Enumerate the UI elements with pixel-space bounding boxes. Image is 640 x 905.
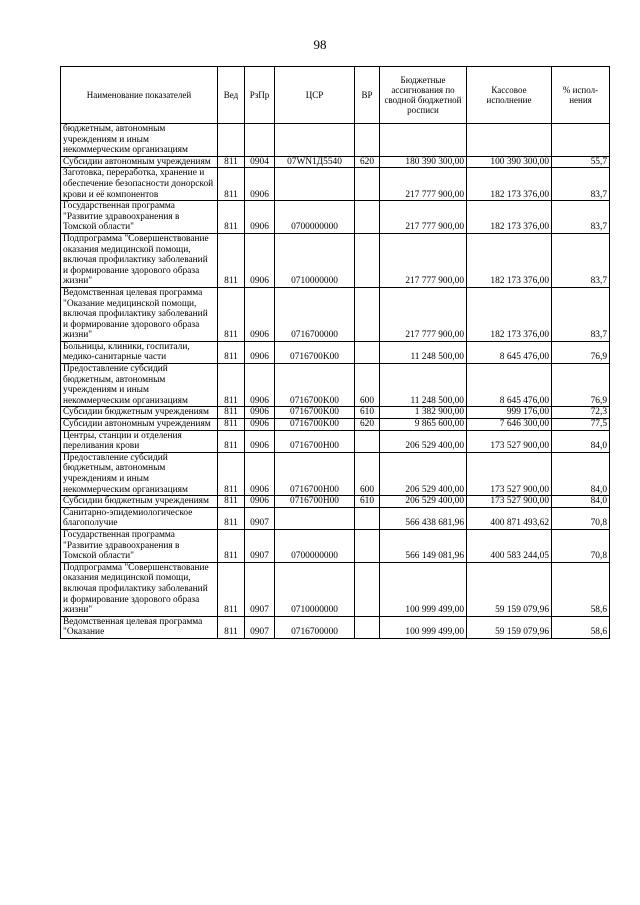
cell-cash: 59 159 079,96 — [467, 562, 552, 616]
cell-rzpr: 0906 — [245, 341, 275, 363]
cell-percent: 84,0 — [552, 496, 610, 508]
cell-percent: 70,8 — [552, 507, 610, 529]
cell-rzpr: 0906 — [245, 452, 275, 495]
cell-ved — [218, 124, 245, 157]
cell-name: Предоставление субсидий бюджетным, автономным учреждениям и иным некоммерческим организациям — [61, 452, 218, 495]
cell-budget: 206 529 400,00 — [380, 496, 467, 508]
cell-budget — [380, 124, 467, 157]
cell-vr: 620 — [355, 419, 380, 431]
cell-percent: 58,6 — [552, 616, 610, 638]
cell-cash: 182 173 376,00 — [467, 168, 552, 201]
cell-cash: 173 527 900,00 — [467, 496, 552, 508]
cell-csr — [275, 124, 355, 157]
cell-budget: 566 438 681,96 — [380, 507, 467, 529]
cell-cash: 182 173 376,00 — [467, 287, 552, 341]
cell-cash: 8 645 476,00 — [467, 341, 552, 363]
cell-vr: 610 — [355, 407, 380, 419]
cell-csr: 0710000000 — [275, 233, 355, 287]
table-row — [61, 407, 610, 419]
cell-csr: 0700000000 — [275, 529, 355, 562]
cell-name: Ведомственная целевая программа "Оказание — [61, 616, 218, 638]
cell-vr: 610 — [355, 496, 380, 508]
cell-percent: 84,0 — [552, 430, 610, 452]
cell-name: Субсидии автономным учреждениям — [61, 419, 218, 431]
cell-name: Заготовка, переработка, хранение и обеспечение безопасности донорской крови и её компонентов — [61, 168, 218, 201]
cell-name: Центры, станции и отделения переливания крови — [61, 430, 218, 452]
cell-cash: 999 176,00 — [467, 407, 552, 419]
cell-rzpr: 0906 — [245, 168, 275, 201]
cell-percent: 83,7 — [552, 287, 610, 341]
cell-vr — [355, 430, 380, 452]
cell-percent: 72,3 — [552, 407, 610, 419]
header-percent: % испол-нения — [552, 67, 610, 124]
cell-budget: 180 390 300,00 — [380, 156, 467, 168]
cell-cash: 100 390 300,00 — [467, 156, 552, 168]
cell-csr: 0716700K00 — [275, 419, 355, 431]
cell-cash: 173 527 900,00 — [467, 452, 552, 495]
table-row — [61, 419, 610, 431]
cell-ved: 811 — [218, 201, 245, 234]
table-row — [61, 529, 610, 562]
cell-budget: 9 865 600,00 — [380, 419, 467, 431]
cell-ved: 811 — [218, 496, 245, 508]
cell-budget: 566 149 081,96 — [380, 529, 467, 562]
cell-percent: 84,0 — [552, 452, 610, 495]
cell-name: бюджетным, автономным учреждениям и иным некоммерческим организациям — [61, 124, 218, 157]
header-ved: Вед — [218, 67, 245, 124]
cell-rzpr: 0906 — [245, 407, 275, 419]
cell-csr: 0716700H00 — [275, 452, 355, 495]
cell-vr: 600 — [355, 452, 380, 495]
cell-vr — [355, 201, 380, 234]
cell-ved: 811 — [218, 562, 245, 616]
table-row — [61, 201, 610, 234]
cell-csr: 0716700H00 — [275, 430, 355, 452]
cell-rzpr — [245, 124, 275, 157]
cell-budget: 100 999 499,00 — [380, 616, 467, 638]
table-row — [61, 364, 610, 407]
cell-vr — [355, 341, 380, 363]
cell-ved: 811 — [218, 616, 245, 638]
table-row — [61, 341, 610, 363]
cell-csr: 07WN1Д5540 — [275, 156, 355, 168]
header-cash: Кассовое исполнение — [467, 67, 552, 124]
cell-percent: 76,9 — [552, 341, 610, 363]
table-row — [61, 233, 610, 287]
cell-name: Подпрограмма "Совершенствование оказания медицинской помощи, включая профилактику заболеваний и формирование здорового образа жизни" — [61, 233, 218, 287]
cell-ved: 811 — [218, 287, 245, 341]
cell-name: Субсидии автономным учреждениям — [61, 156, 218, 168]
cell-rzpr: 0906 — [245, 287, 275, 341]
cell-cash: 182 173 376,00 — [467, 233, 552, 287]
cell-csr — [275, 507, 355, 529]
table-row — [61, 452, 610, 495]
cell-name: Ведомственная целевая программа "Оказание медицинской помощи, включая профилактику заболеваний и формирование здорового образа жизни" — [61, 287, 218, 341]
cell-ved: 811 — [218, 407, 245, 419]
cell-cash: 400 583 244,05 — [467, 529, 552, 562]
cell-csr: 0710000000 — [275, 562, 355, 616]
cell-cash: 182 173 376,00 — [467, 201, 552, 234]
cell-rzpr: 0906 — [245, 496, 275, 508]
table-row — [61, 124, 610, 157]
cell-ved: 811 — [218, 168, 245, 201]
cell-ved: 811 — [218, 452, 245, 495]
cell-ved: 811 — [218, 529, 245, 562]
cell-ved: 811 — [218, 430, 245, 452]
cell-percent: 58,6 — [552, 562, 610, 616]
table-header — [61, 67, 610, 124]
cell-percent: 83,7 — [552, 168, 610, 201]
header-row — [61, 67, 610, 124]
cell-name: Государственная программа "Развитие здравоохранения в Томской области" — [61, 529, 218, 562]
budget-execution-table — [60, 66, 610, 639]
header-csr: ЦСР — [275, 67, 355, 124]
cell-csr — [275, 168, 355, 201]
cell-budget: 217 777 900,00 — [380, 201, 467, 234]
cell-budget: 11 248 500,00 — [380, 341, 467, 363]
cell-percent: 83,7 — [552, 233, 610, 287]
table-row — [61, 562, 610, 616]
table-row — [61, 507, 610, 529]
cell-percent: 77,5 — [552, 419, 610, 431]
cell-vr: 600 — [355, 364, 380, 407]
header-rzpr: РзПр — [245, 67, 275, 124]
cell-name: Государственная программа "Развитие здравоохранения в Томской области" — [61, 201, 218, 234]
cell-cash: 7 646 300,00 — [467, 419, 552, 431]
cell-csr: 0716700H00 — [275, 496, 355, 508]
cell-cash — [467, 124, 552, 157]
cell-csr: 0716700000 — [275, 287, 355, 341]
table-row — [61, 287, 610, 341]
cell-vr — [355, 507, 380, 529]
cell-vr — [355, 529, 380, 562]
cell-rzpr: 0906 — [245, 364, 275, 407]
header-budget: Бюджетные ассигнования по сводной бюджетной росписи — [380, 67, 467, 124]
header-name: Наименование показателей — [61, 67, 218, 124]
page-number: 98 — [313, 37, 327, 52]
cell-name: Подпрограмма "Совершенствование оказания медицинской помощи, включая профилактику заболеваний и формирование здорового образа жизни" — [61, 562, 218, 616]
cell-ved: 811 — [218, 419, 245, 431]
cell-cash: 400 871 493,62 — [467, 507, 552, 529]
cell-csr: 0716700K00 — [275, 341, 355, 363]
table-row — [61, 496, 610, 508]
cell-budget: 217 777 900,00 — [380, 233, 467, 287]
cell-rzpr: 0907 — [245, 616, 275, 638]
cell-percent — [552, 124, 610, 157]
cell-cash: 59 159 079,96 — [467, 616, 552, 638]
cell-rzpr: 0906 — [245, 233, 275, 287]
cell-rzpr: 0907 — [245, 562, 275, 616]
cell-cash: 173 527 900,00 — [467, 430, 552, 452]
table-row — [61, 156, 610, 168]
cell-name: Субсидии бюджетным учреждениям — [61, 407, 218, 419]
cell-csr: 0716700K00 — [275, 364, 355, 407]
cell-budget: 100 999 499,00 — [380, 562, 467, 616]
cell-rzpr: 0904 — [245, 156, 275, 168]
table-row — [61, 616, 610, 638]
cell-name: Субсидии бюджетным учреждениям — [61, 496, 218, 508]
cell-budget: 217 777 900,00 — [380, 168, 467, 201]
cell-name: Предоставление субсидий бюджетным, автономным учреждениям и иным некоммерческим организациям — [61, 364, 218, 407]
cell-ved: 811 — [218, 507, 245, 529]
cell-ved: 811 — [218, 364, 245, 407]
cell-vr: 620 — [355, 156, 380, 168]
cell-vr — [355, 168, 380, 201]
cell-ved: 811 — [218, 233, 245, 287]
table-body — [61, 124, 610, 639]
cell-budget: 11 248 500,00 — [380, 364, 467, 407]
cell-percent: 83,7 — [552, 201, 610, 234]
cell-name: Санитарно-эпидемиологическое благополучие — [61, 507, 218, 529]
cell-ved: 811 — [218, 156, 245, 168]
cell-budget: 206 529 400,00 — [380, 430, 467, 452]
cell-percent: 76,9 — [552, 364, 610, 407]
cell-rzpr: 0906 — [245, 201, 275, 234]
cell-csr: 0700000000 — [275, 201, 355, 234]
cell-budget: 217 777 900,00 — [380, 287, 467, 341]
table-row — [61, 430, 610, 452]
cell-vr — [355, 287, 380, 341]
cell-vr — [355, 124, 380, 157]
cell-vr — [355, 233, 380, 287]
cell-budget: 206 529 400,00 — [380, 452, 467, 495]
cell-budget: 1 382 900,00 — [380, 407, 467, 419]
cell-vr — [355, 562, 380, 616]
cell-rzpr: 0906 — [245, 430, 275, 452]
cell-cash: 8 645 476,00 — [467, 364, 552, 407]
cell-rzpr: 0907 — [245, 529, 275, 562]
cell-percent: 70,8 — [552, 529, 610, 562]
cell-ved: 811 — [218, 341, 245, 363]
cell-vr — [355, 616, 380, 638]
header-vr: ВР — [355, 67, 380, 124]
cell-name: Больницы, клиники, госпитали, медико-санитарные части — [61, 341, 218, 363]
cell-rzpr: 0906 — [245, 419, 275, 431]
cell-csr: 0716700K00 — [275, 407, 355, 419]
cell-rzpr: 0907 — [245, 507, 275, 529]
cell-csr: 0716700000 — [275, 616, 355, 638]
cell-percent: 55,7 — [552, 156, 610, 168]
table-row — [61, 168, 610, 201]
